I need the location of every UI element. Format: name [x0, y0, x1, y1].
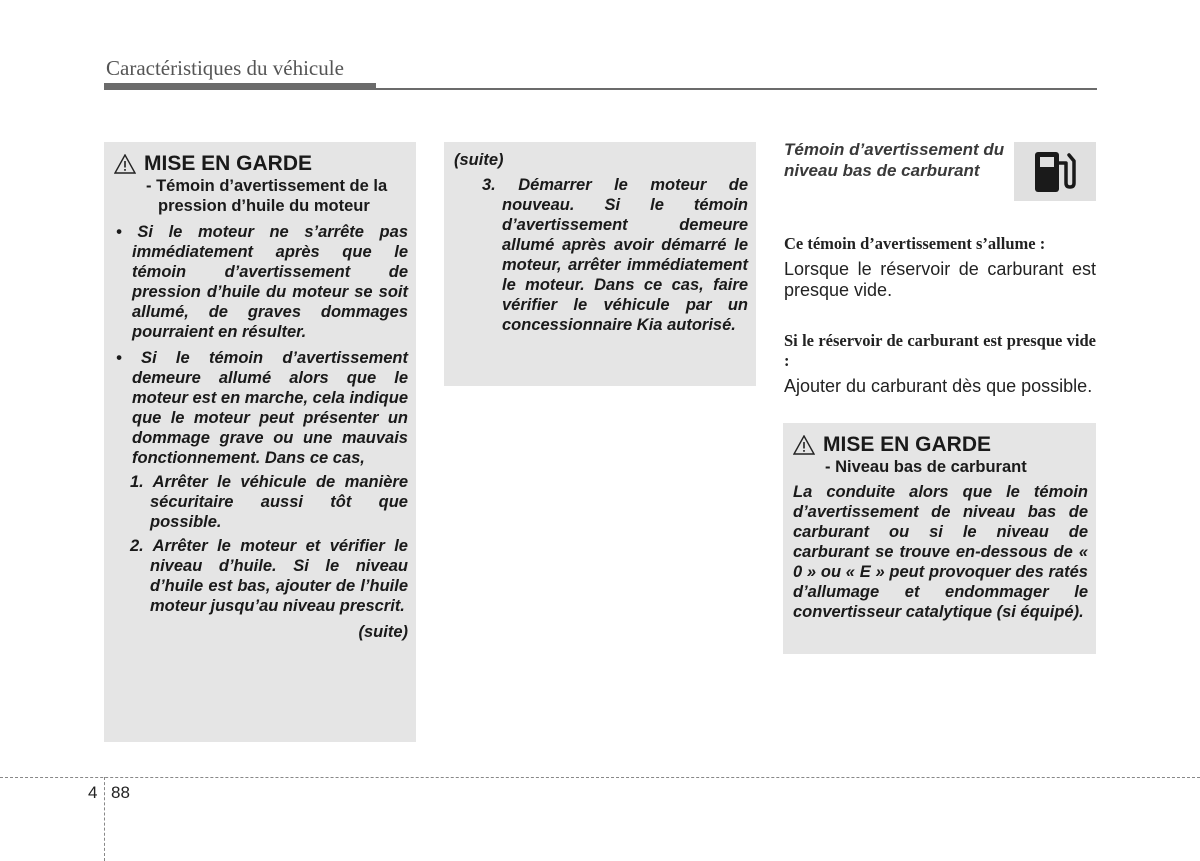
warning-heading-text: MISE EN GARDE — [823, 433, 992, 456]
fuel-pump-icon — [1031, 149, 1079, 195]
warning-heading — [114, 152, 408, 176]
fuel-indicator-box — [1014, 142, 1096, 201]
warning-box-oil-pressure — [104, 142, 416, 742]
continued-label: (suite) — [358, 623, 408, 641]
warning-subtitle: - Niveau bas de carburant — [825, 458, 1027, 476]
section-title: Témoin d’avertissement du niveau bas de carburant — [784, 140, 1005, 180]
bullet-item: • Si le témoin d’avertissement demeure allumé alors que le moteur est en marche, cela indique que le moteur peut présenter un dommage grave ou une mauvais fonctionnement. Dans ce cas, — [116, 349, 409, 467]
continued-label: (suite) — [454, 151, 504, 169]
warning-triangle-icon — [114, 154, 136, 174]
numbered-step: 3. Démarrer le moteur de nouveau. Si le témoin d’avertissement demeure allumé après avoir démarré le moteur, arrêter immédiatement le moteur. Dans ce cas, faire vérifier le véhicule par un concessionnaire Kia autorisé. — [482, 176, 748, 334]
bold-label: Si le réservoir de carburant est presque vide : — [784, 331, 1096, 370]
bold-label: Ce témoin d’avertissement s’allume : — [784, 234, 1046, 253]
warning-subtitle: - Témoin d’avertissement de la pression d’huile du moteur — [146, 177, 388, 215]
numbered-step: 1. Arrêter le véhicule de manière sécuritaire aussi tôt que possible. — [130, 473, 408, 531]
numbered-step: 2. Arrêter le moteur et vérifier le niveau d’huile. Si le niveau d’huile est bas, ajouter de l’huile moteur jusqu’au niveau prescrit. — [130, 537, 408, 615]
footer-dashed-divider — [104, 777, 105, 861]
warning-body: La conduite alors que le témoin d’avertissement de niveau bas de carburant ou si le niveau de carburant se trouve en-dessous de « 0 » ou « E » peut provoquer des ratés d’allumage et endommager le convertisseur catalytique (si équipé). — [793, 483, 1088, 621]
warning-triangle-icon — [793, 435, 815, 455]
bullet-item: • Si le moteur ne s’arrête pas immédiatement après que le témoin d’avertissement de pression d’huile du moteur se soit allumé, de graves dommages pourraient en résulter. — [116, 223, 408, 341]
body-paragraph: Lorsque le réservoir de carburant est presque vide. — [784, 259, 1096, 300]
header-rule-thick — [104, 83, 376, 90]
warning-box-low-fuel — [783, 423, 1096, 654]
body-paragraph: Ajouter du carburant dès que possible. — [784, 376, 1093, 396]
chapter-number: 4 — [88, 783, 98, 802]
page-header-title: Caractéristiques du véhicule — [106, 56, 344, 80]
page-number: 88 — [111, 783, 130, 802]
warning-heading-text: MISE EN GARDE — [144, 152, 313, 175]
warning-heading — [793, 433, 1088, 457]
footer-dashed-rule — [0, 777, 1200, 778]
header-rule-thin — [376, 88, 1097, 90]
warning-box-continued — [444, 142, 756, 386]
